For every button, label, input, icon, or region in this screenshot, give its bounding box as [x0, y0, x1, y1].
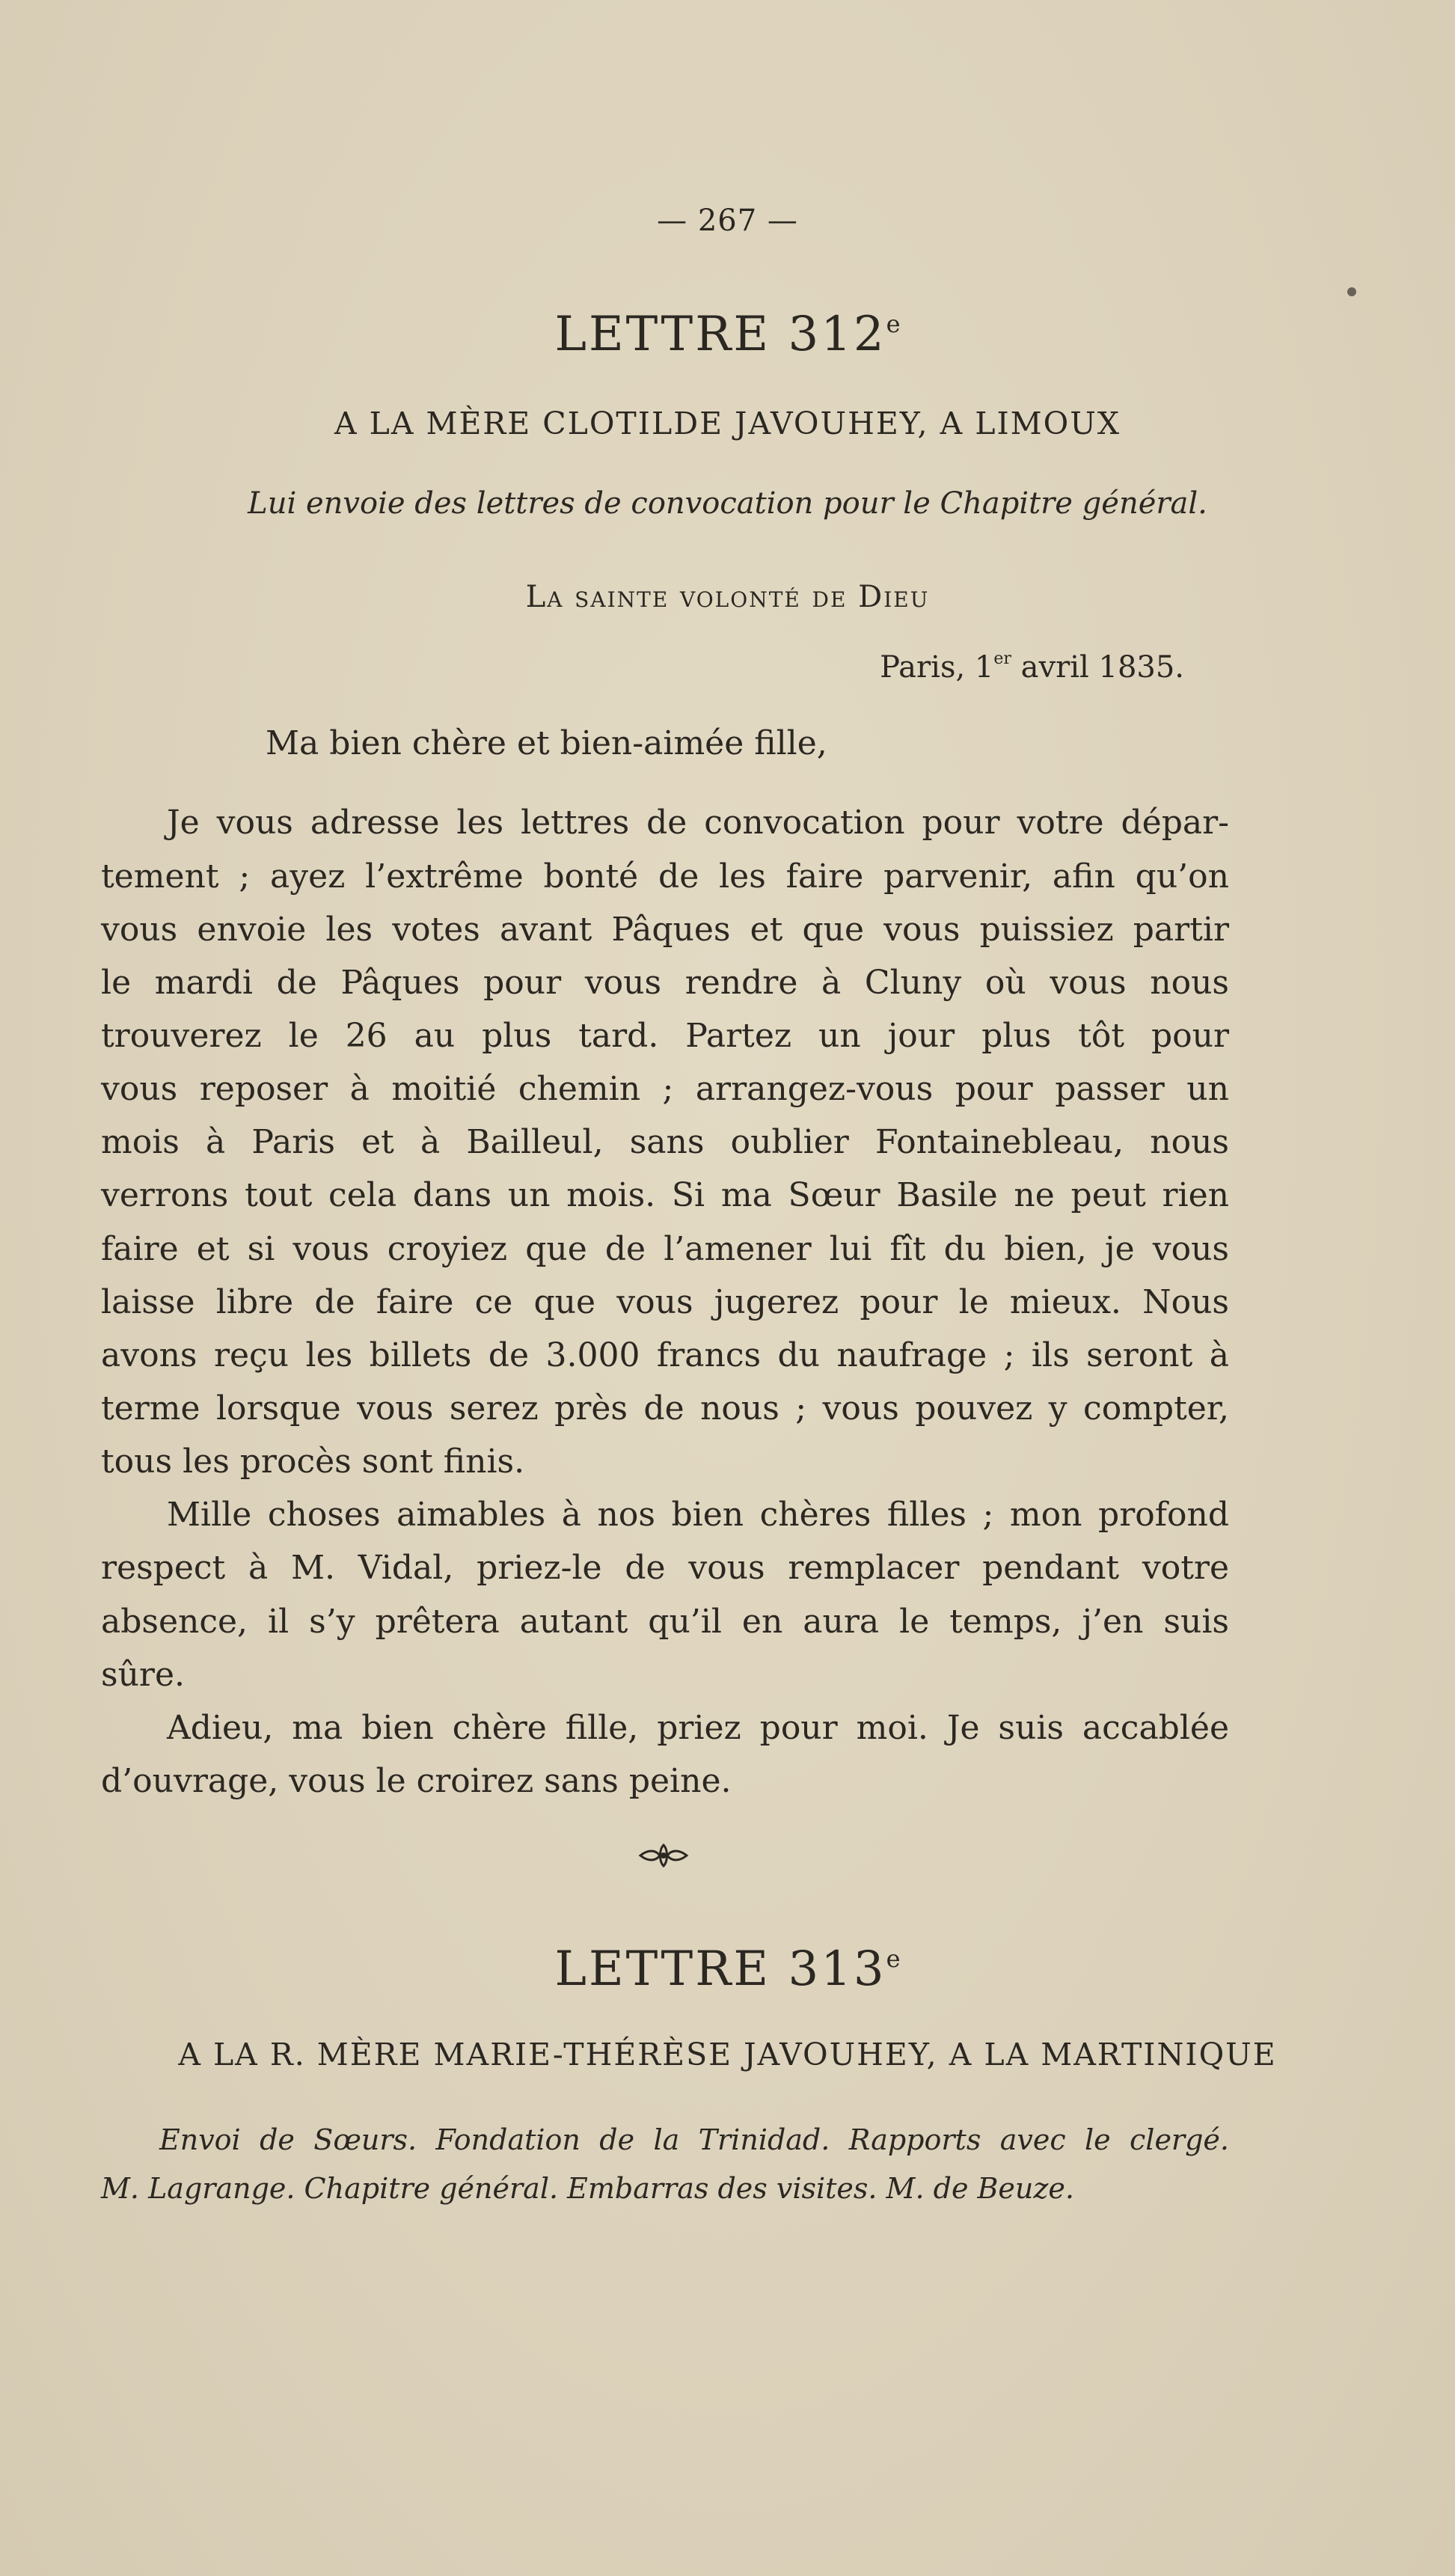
- body-line: laisse libre de faire ce que vous jugerez pour le mieux. Nous: [101, 1283, 1229, 1321]
- letter-312-invocation: La sainte volonté de Dieu: [525, 580, 930, 614]
- body-line: mois à Paris et à Bailleul, sans oublier Fontainebleau, nous: [101, 1123, 1229, 1161]
- letter-312-dateline: Paris, 1er avril 1835.: [880, 649, 1184, 685]
- letter-313-title: LETTRE 313e: [554, 1942, 901, 1997]
- letter-313-summary-line: M. Lagrange. Chapitre général. Embarras des visites. M. de Beuze.: [101, 2172, 1074, 2205]
- letter-312-recipient: A LA MÈRE CLOTILDE JAVOUHEY, A LIMOUX: [334, 406, 1121, 441]
- body-line: Je vous adresse les lettres de convocation pour votre dépar-: [167, 804, 1229, 842]
- body-line: le mardi de Pâques pour vous rendre à Cluny où vous nous: [101, 964, 1229, 1002]
- letter-313-recipient: A LA R. MÈRE MARIE-THÉRÈSE JAVOUHEY, A LA MARTINIQUE: [178, 2037, 1277, 2072]
- letter-313-summary-line: Envoi de Sœurs. Fondation de la Trinidad. Rapports avec le clergé.: [159, 2123, 1229, 2156]
- body-line: sûre.: [101, 1656, 185, 1694]
- ink-spot: [1347, 287, 1356, 296]
- body-line: terme lorsque vous serez près de nous ; vous pouvez y compter,: [101, 1389, 1229, 1428]
- letter-312-title: LETTRE 312e: [554, 307, 901, 362]
- body-line: avons reçu les billets de 3.000 francs du naufrage ; ils seront à: [101, 1336, 1229, 1374]
- body-line: tous les procès sont finis.: [101, 1443, 525, 1481]
- body-line: Mille choses aimables à nos bien chères filles ; mon profond: [167, 1496, 1229, 1534]
- body-line: absence, il s’y prêtera autant qu’il en aura le temps, j’en suis: [101, 1603, 1229, 1641]
- body-line: respect à M. Vidal, priez-le de vous remplacer pendant votre: [101, 1549, 1229, 1587]
- page-number: — 267 —: [657, 204, 798, 238]
- body-line: Adieu, ma bien chère fille, priez pour moi. Je suis accablée: [167, 1709, 1229, 1747]
- body-line: trouverez le 26 au plus tard. Partez un jour plus tôt pour: [101, 1017, 1229, 1055]
- body-line: faire et si vous croyiez que de l’amener lui fît du bien, je vous: [101, 1230, 1229, 1268]
- body-line: d’ouvrage, vous le croirez sans peine.: [101, 1762, 732, 1800]
- letter-312-salutation: Ma bien chère et bien-aimée fille,: [266, 724, 827, 762]
- body-line: vous envoie les votes avant Pâques et que vous puissiez partir: [101, 911, 1229, 949]
- fleuron-ornament-icon: [637, 1841, 690, 1870]
- letter-312-summary: Lui envoie des lettres de convocation pour le Chapitre général.: [248, 486, 1207, 521]
- body-line: verrons tout cela dans un mois. Si ma Sœur Basile ne peut rien: [101, 1176, 1229, 1214]
- body-line: vous reposer à moitié chemin ; arrangez-vous pour passer un: [101, 1070, 1229, 1108]
- body-line: tement ; ayez l’extrême bonté de les faire parvenir, afin qu’on: [101, 857, 1229, 896]
